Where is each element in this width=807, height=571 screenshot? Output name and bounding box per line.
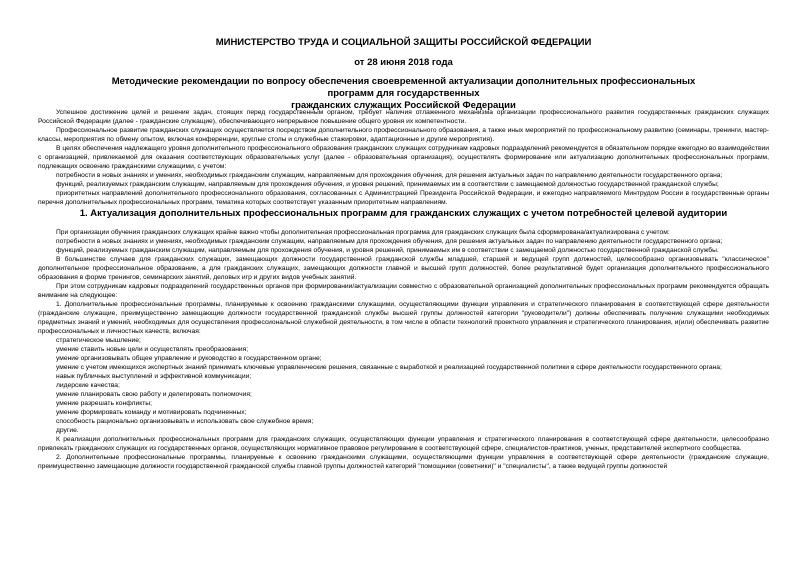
section-paragraph: При организации обучения гражданских служащих крайне важно чтобы дополнительная профессиональная программа для гражданских служащих была сформирована/актуализирована с учетом: xyxy=(56,229,670,236)
list-item: умение разрешать конфликты; xyxy=(56,400,152,407)
intro-paragraph: В целях обеспечения надлежащего уровня дополнительного профессионального образования гражданских служащих сотрудникам кадровых подразделений рекомендуется в обязательном порядке ежегодно во взаимодействии с организацией, привлекаемой для оказания соответствующих образовательных услуг (далее - образовательная организация), осуществлять формирование или актуализацию дополнительных профессиональных программ, подлежащих освоению гражданскими служащими, с учетом: xyxy=(38,145,769,170)
list-item: умение ставить новые цели и осуществлять преобразования; xyxy=(56,346,249,353)
section-paragraph: 1. Дополнительные профессиональные программы, планируемые к освоению гражданскими служащими, осуществляющими функции управления и стратегического планирования в соответствующей сфере деятельности (гражданские служащие, преимущественно замещающие должности государственной гражданской службы высшей группы должностей категории "руководители") должны обеспечивать получение служащими необходимых предметных знаний и умений, необходимых для осуществления профессиональной служебной деятельности, в том числе в области технологий проектного управления и стратегического планирования, и(или) обеспечивать развитие профессиональных и личностных качеств, включая: xyxy=(38,301,769,335)
section-paragraph: 2. Дополнительные профессиональные программы, планируемые к освоению гражданскими служащими, осуществляющими функции управления в соответствующей сфере деятельности (гражданские служащие, преимущественно замещающие должности государственной гражданской службы главной группы должностей категорий "помощники (советники)" и "специалисты", а также ведущей группы должностей xyxy=(38,454,769,470)
list-item: лидерские качества; xyxy=(56,382,120,389)
ministry-name: МИНИСТЕРСТВО ТРУДА И СОЦИАЛЬНОЙ ЗАЩИТЫ РОССИЙСКОЙ ФЕДЕРАЦИИ xyxy=(215,37,592,48)
list-item: умение с учетом имеющихся экспертных знаний принимать ключевые управленческие решения, связанные с выработкой и реализацией государственной политики в сфере деятельности государственного органа; xyxy=(56,364,722,371)
document-body xyxy=(38,108,769,471)
section-paragraph: К реализации дополнительных профессиональных программ для гражданских служащих, осуществляющих функции управления и стратегического планирования в соответствующей сфере деятельности, целесообразно привлекать гражданских служащих из государственных органов, осуществляющих нормативное правовое регулирование в соответствующей сфере, специалистов-практиков, ученых, представителей экспертного сообщества. xyxy=(38,436,769,452)
intro-paragraph: Профессиональное развитие гражданских служащих осуществляется посредством дополнительного профессионального образования, а также иных мероприятий по профессиональному развитию (семинары, тренинги, мастер-классы, мероприятия по обмену опытом, включая конференции, круглые столы и служебные стажировки, адаптационные и другие мероприятия). xyxy=(38,127,769,143)
list-item: навык публичных выступлений и эффективной коммуникации; xyxy=(56,373,252,380)
intro-paragraph: функций, реализуемых гражданским служащим, направляемым для прохождения обучения, и уровня решений, принимаемых им в соответствии с замещаемой должностью государственной гражданской службы; xyxy=(56,181,719,188)
document-title xyxy=(100,76,707,112)
list-item: умение формировать команду и мотивировать подчиненных; xyxy=(56,409,247,416)
list-item: умение организовывать общее управление и руководство в государственном органе; xyxy=(56,355,322,362)
section-paragraph: В большинстве случаев для гражданских служащих, замещающих должности государственной гражданской службы младшей, старшей и ведущей групп должностей, целесообразно организовывать "классическое" дополнительное профессиональное образование, а для гражданских служащих, замещающих должности главной и высшей групп должностей, более результативной будет организация дополнительного профессионального образования в форме тренингов, семинарских занятий, деловых игр и других видов учебных занятий. xyxy=(38,256,769,281)
section-paragraph: потребности в новых знаниях и умениях, необходимых гражданским служащим, направляемым для прохождения обучения, для решения актуальных задач по направлению деятельности государственного органа; xyxy=(56,238,723,245)
list-item: другие. xyxy=(56,427,79,434)
list-item: умение планировать свою работу и делегировать полномочия; xyxy=(56,391,252,398)
section-heading: 1. Актуализация дополнительных профессиональных программ для гражданских служащих с учетом потребностей целевой аудитории xyxy=(79,208,728,219)
intro-paragraph: Успешное достижение целей и решение задач, стоящих перед государственным органом, требует наличия отлаженного механизма организации профессионального развития государственных гражданских служащих Российской Федерации (далее - гражданские служащие), обеспечивающего непрерывное повышение общего уровня их компетентности. xyxy=(38,109,769,125)
document-date: от 28 июня 2018 года xyxy=(354,57,453,68)
document-title-line-1: Методические рекомендации по вопросу обеспечения своевременной актуализации дополнительных профессиональных программ для государственных xyxy=(111,76,696,99)
list-item: способность рационально организовывать и использовать свое служебное время; xyxy=(56,418,314,425)
section-paragraph: При этом сотрудникам кадровых подразделений государственных органов при формировании/актуализации совместно с образовательной организацией дополнительных профессиональных программ рекомендуется обращать внимание на следующее: xyxy=(38,283,769,299)
intro-paragraph: приоритетных направлений дополнительного профессионального образования, согласованных с Администрацией Президента Российской Федерации, и ежегодно направляемого Минтрудом России в государственные органы перечня дополнительных профессиональных программ, тематика которых соответствует указанным приоритетным направлениям. xyxy=(38,190,769,206)
intro-paragraph: потребности в новых знаниях и умениях, необходимых гражданским служащим, направляемым для прохождения обучения, для решения актуальных задач по направлению деятельности государственного органа; xyxy=(56,172,723,179)
document-title-line-2: гражданских служащих Российской Федерации xyxy=(291,100,516,111)
list-item: стратегическое мышление; xyxy=(56,337,141,344)
section-paragraph: функций, реализуемых гражданским служащим, направляемым для прохождения обучения, и уровня решений, принимаемых им в соответствии с замещаемой должностью государственной гражданской службы. xyxy=(56,247,719,254)
